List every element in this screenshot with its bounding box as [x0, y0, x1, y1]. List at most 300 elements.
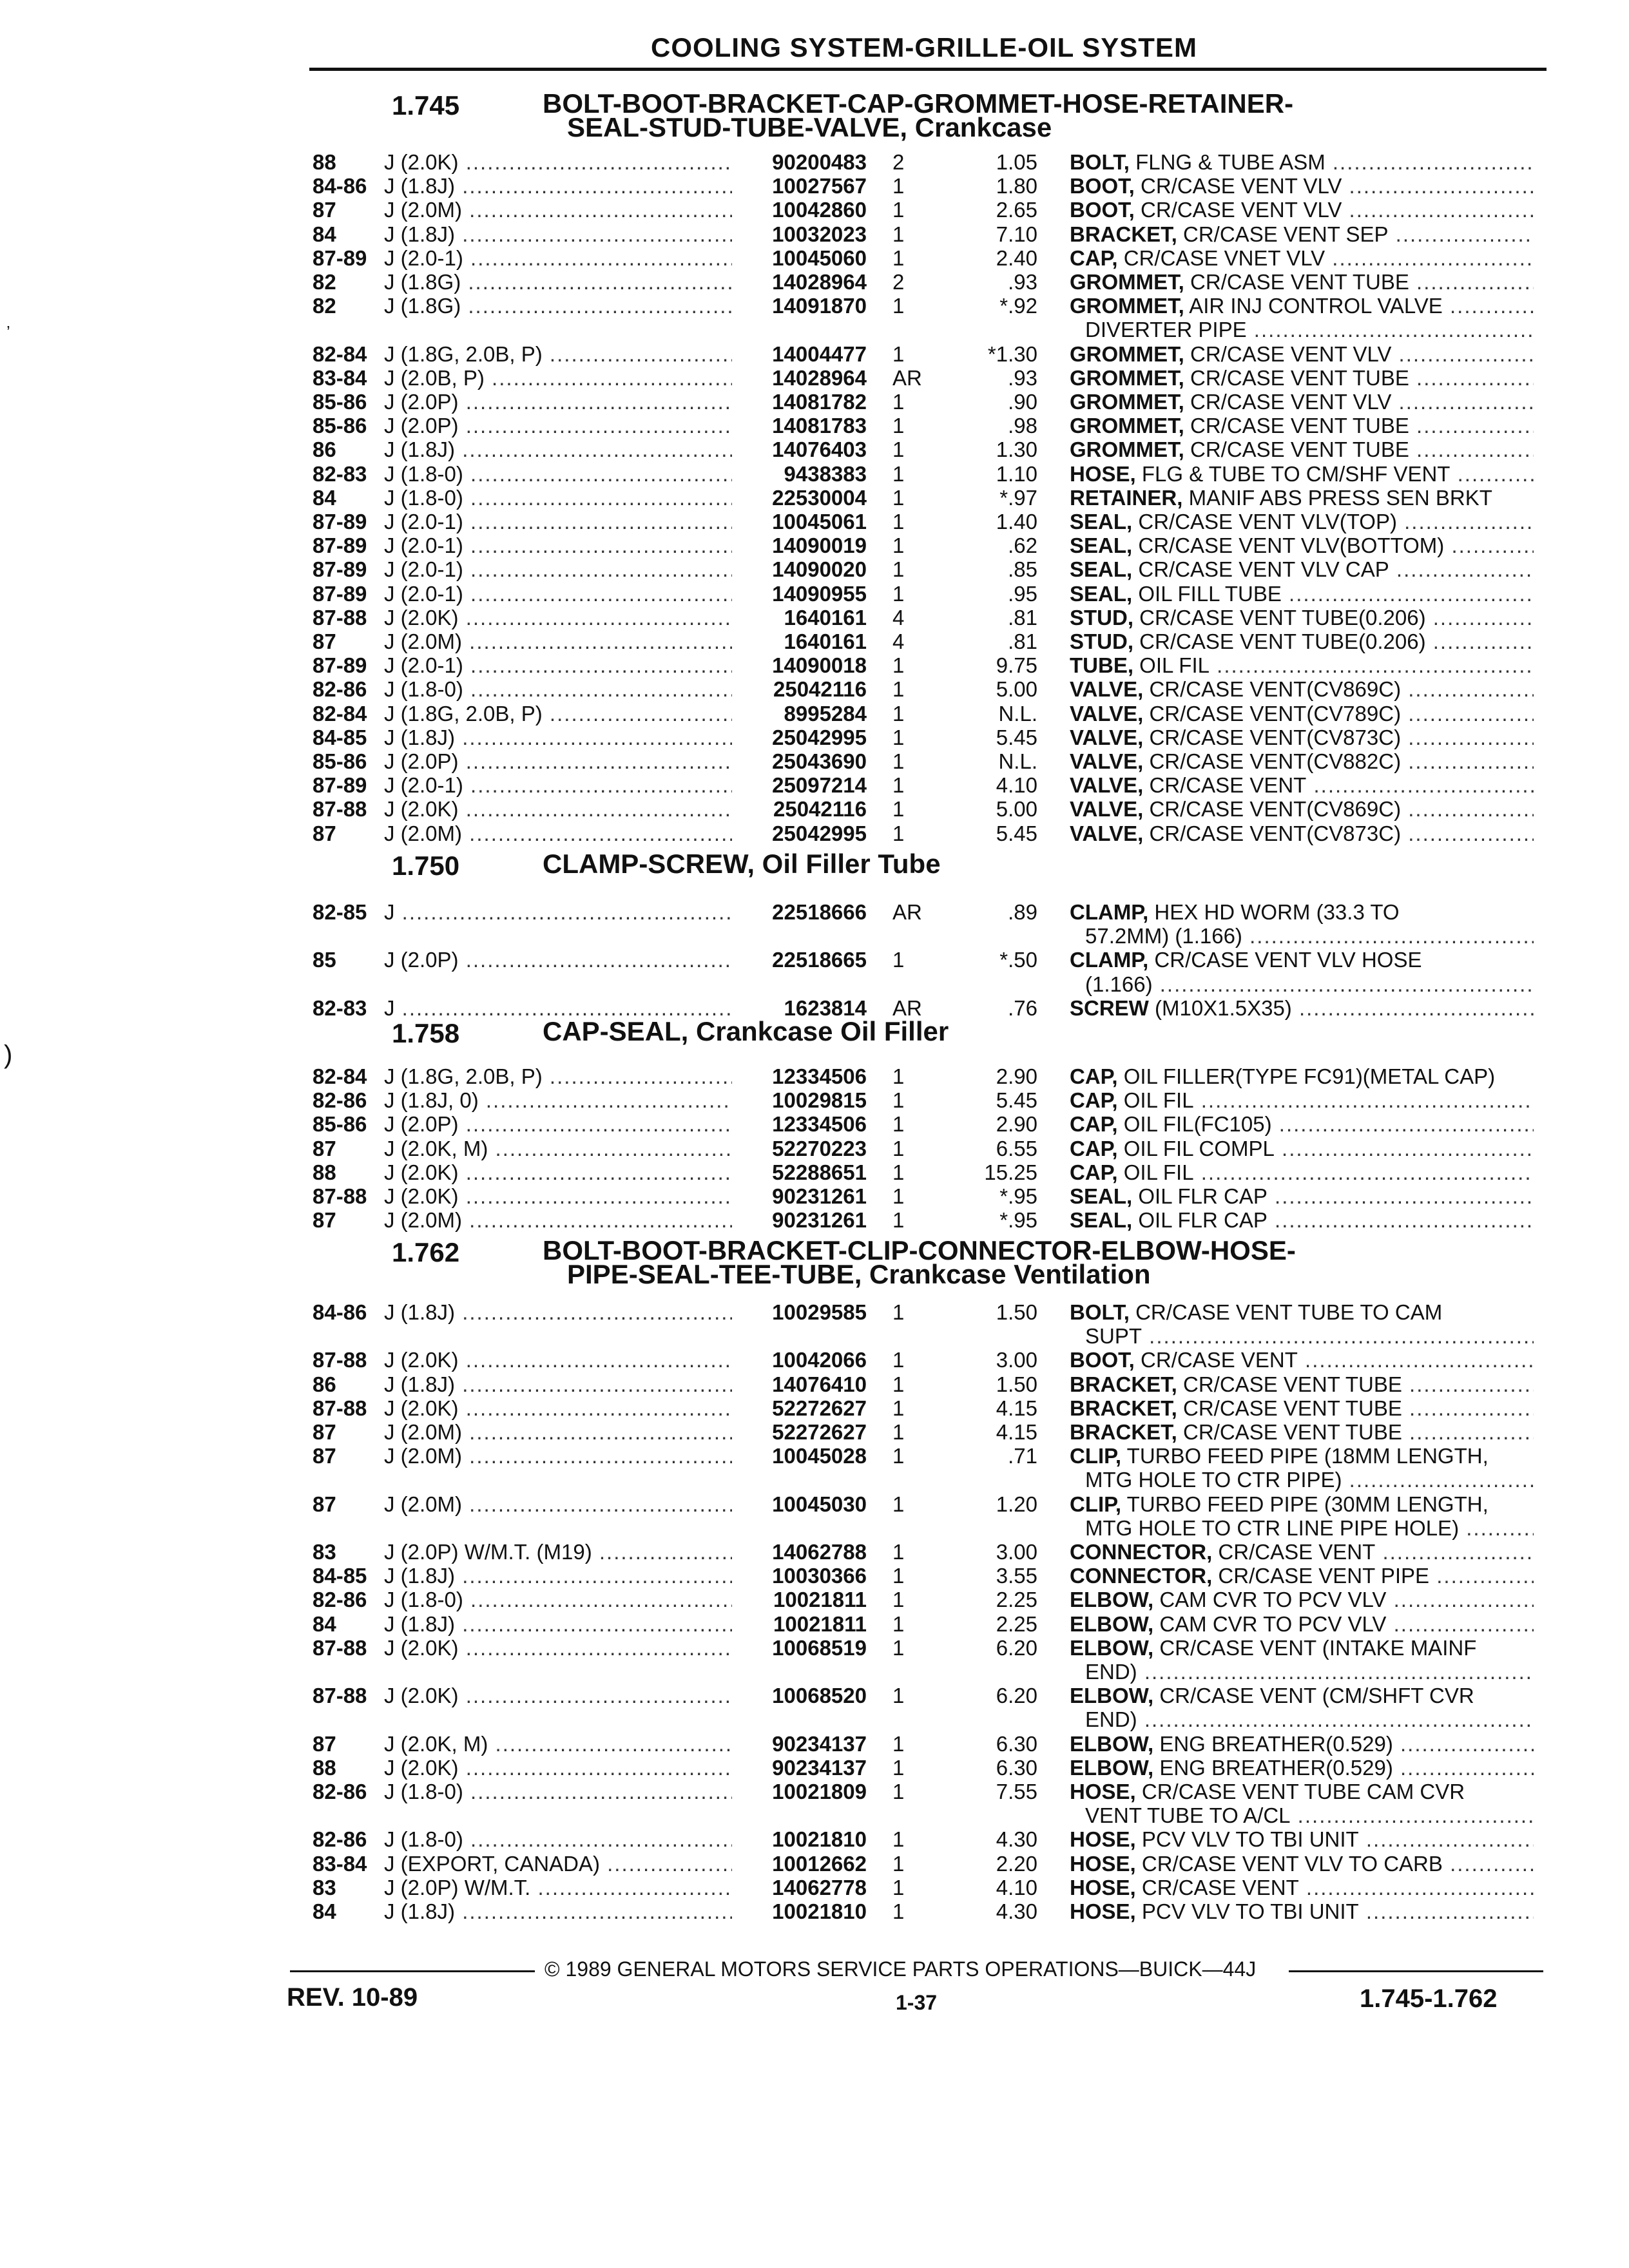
quantity: 1	[892, 414, 905, 438]
part-row	[0, 1184, 1629, 1209]
model-year: 84	[313, 1899, 336, 1923]
description	[1070, 150, 1534, 175]
application: J (2.0K) .....	[384, 1684, 732, 1708]
description	[1070, 1564, 1534, 1588]
section-number: 1.750	[392, 850, 460, 881]
price: 5.45	[996, 821, 1037, 845]
part-name: STUD,	[1070, 605, 1133, 629]
model-year: 82-84	[313, 1064, 367, 1088]
application: J (2.0K) .....	[384, 1396, 732, 1421]
description	[1070, 198, 1534, 222]
price: 6.30	[996, 1731, 1037, 1756]
application: J (1.8G) .....	[384, 270, 732, 294]
part-row	[0, 342, 1629, 367]
model-year: 87	[313, 1731, 336, 1756]
part-name: ELBOW,	[1070, 1684, 1154, 1708]
description	[1070, 1208, 1534, 1233]
part-name: BOLT,	[1070, 150, 1130, 174]
price: *.50	[999, 948, 1037, 972]
quantity: 1	[892, 1348, 905, 1372]
price: .81	[1008, 605, 1037, 629]
model-year: 87-88	[313, 605, 367, 629]
part-number: 14091870	[772, 294, 867, 318]
price: 5.45	[996, 725, 1037, 749]
part-name: BOLT,	[1070, 1300, 1130, 1324]
model-year: 87	[313, 198, 336, 222]
part-number: 14081783	[772, 414, 867, 438]
part-description: OIL FLR CAP	[1138, 1208, 1268, 1233]
quantity: 1	[892, 1112, 905, 1137]
part-description: CR/CASE VENT TUBE	[1183, 1420, 1402, 1444]
description	[1070, 797, 1534, 822]
price: 7.55	[996, 1780, 1037, 1803]
section-number: 1.745	[392, 90, 460, 120]
section-title: CAP-SEAL, Crankcase Oil Filler	[543, 1016, 949, 1046]
part-description: FLG & TUBE TO CM/SHF VENT	[1141, 461, 1451, 486]
price: .93	[1008, 270, 1037, 294]
part-name: HOSE,	[1070, 1851, 1136, 1876]
description	[1070, 342, 1534, 367]
price: 1.05	[996, 150, 1037, 174]
application: J (1.8G, 2.0B, P) .....	[384, 702, 732, 726]
price: 7.10	[996, 222, 1037, 246]
part-row	[0, 702, 1629, 726]
part-number: 10030366	[772, 1564, 867, 1588]
quantity: 1	[892, 1731, 905, 1756]
part-number: 10029815	[772, 1088, 867, 1113]
quantity: 4	[892, 605, 905, 629]
quantity: 1	[892, 1444, 905, 1468]
part-row	[0, 1444, 1629, 1468]
part-row	[0, 773, 1629, 798]
part-name: ELBOW,	[1070, 1731, 1154, 1756]
description	[1070, 1780, 1534, 1804]
quantity: 1	[892, 1899, 905, 1923]
quantity: 1	[892, 1540, 905, 1564]
description	[1070, 270, 1534, 294]
part-row	[0, 1208, 1629, 1233]
model-year: 82-86	[313, 1088, 367, 1113]
part-name: GROMMET,	[1070, 294, 1184, 318]
part-name: VALVE,	[1070, 773, 1144, 798]
section-title: CLAMP-SCREW, Oil Filler Tube	[543, 849, 941, 879]
page-title: COOLING SYSTEM-GRILLE-OIL SYSTEM	[651, 32, 1197, 62]
model-year: 82-84	[313, 341, 367, 366]
part-name: RETAINER,	[1070, 485, 1183, 510]
quantity: 1	[892, 1184, 905, 1208]
part-description: CR/CASE VENT TUBE	[1190, 270, 1409, 294]
description	[1070, 653, 1534, 678]
description	[1070, 533, 1534, 558]
part-name: CLAMP,	[1070, 948, 1149, 972]
price: 4.15	[996, 1420, 1037, 1444]
footer-revision: REV. 10-89	[287, 1983, 418, 2012]
price: .81	[1008, 629, 1037, 653]
part-number: 10045060	[772, 245, 867, 270]
part-row	[0, 653, 1629, 678]
model-year: 83	[313, 1540, 336, 1564]
model-year: 87	[313, 1444, 336, 1468]
description	[1070, 246, 1534, 271]
part-number: 10021809	[772, 1780, 867, 1803]
part-row-continued	[0, 1468, 1629, 1492]
part-number: 10032023	[772, 222, 867, 246]
model-year: 84	[313, 1611, 336, 1636]
quantity: 1	[892, 557, 905, 582]
price: *.95	[999, 1184, 1037, 1208]
part-description: CR/CASE VENT VLV	[1141, 198, 1342, 222]
price: 5.00	[996, 677, 1037, 702]
part-name: CONNECTOR,	[1070, 1540, 1213, 1564]
quantity: 1	[892, 174, 905, 198]
price: *1.30	[987, 341, 1037, 366]
price: 4.15	[996, 1396, 1037, 1420]
price: *.97	[999, 485, 1037, 510]
part-number: 10042860	[772, 198, 867, 222]
part-name: CAP,	[1070, 1064, 1118, 1088]
part-name: CONNECTOR,	[1070, 1564, 1213, 1588]
quantity: 1	[892, 294, 905, 318]
part-description: AIR INJ CONTROL VALVE	[1189, 294, 1443, 318]
model-year: 87-89	[313, 773, 367, 798]
description	[1070, 606, 1534, 630]
application: J (2.0-1) .....	[384, 582, 732, 606]
price: 6.20	[996, 1635, 1037, 1660]
price: N.L.	[998, 701, 1037, 726]
part-number: 14090019	[772, 533, 867, 558]
price: 3.00	[996, 1540, 1037, 1564]
model-year: 82-83	[313, 461, 367, 486]
application: J (1.8J) .....	[384, 437, 732, 462]
quantity: 1	[892, 390, 905, 414]
part-row-continued	[0, 1707, 1629, 1732]
part-name: SEAL,	[1070, 581, 1133, 606]
quantity: 1	[892, 461, 905, 486]
part-row	[0, 1137, 1629, 1161]
part-description: MANIF ABS PRESS SEN BRKT	[1188, 485, 1492, 510]
part-name: SEAL,	[1070, 1184, 1133, 1208]
quantity: AR	[892, 995, 922, 1020]
part-description: HEX HD WORM (33.3 TO	[1154, 900, 1400, 924]
part-number: 25097214	[772, 773, 867, 798]
part-row	[0, 294, 1629, 318]
part-name: GROMMET,	[1070, 365, 1184, 390]
part-description: OIL FIL(FC105)	[1123, 1112, 1272, 1137]
quantity: 1	[892, 1300, 905, 1324]
application: J (2.0B, P) .....	[384, 366, 732, 390]
part-name: CAP,	[1070, 1136, 1118, 1160]
description	[1070, 900, 1534, 925]
part-row	[0, 1300, 1629, 1325]
quantity: 1	[892, 948, 905, 972]
price: 6.30	[996, 1755, 1037, 1780]
part-number: 22518665	[772, 948, 867, 972]
part-description: OIL FLR CAP	[1138, 1184, 1268, 1208]
quantity: 1	[892, 1564, 905, 1588]
part-number: 9438383	[784, 461, 867, 486]
application: J (1.8-0) .....	[384, 677, 732, 702]
application: J (2.0M) .....	[384, 629, 732, 654]
model-year: 84	[313, 485, 336, 510]
price: 5.45	[996, 1088, 1037, 1113]
description	[1070, 1396, 1534, 1421]
description	[1070, 366, 1534, 390]
part-name: VALVE,	[1070, 701, 1144, 726]
model-year: 87-88	[313, 1684, 367, 1708]
part-row	[0, 414, 1629, 438]
description	[1070, 1160, 1534, 1185]
part-description: OIL FIL	[1139, 653, 1210, 678]
quantity: 1	[892, 245, 905, 270]
model-year: 87	[313, 629, 336, 653]
price: 6.55	[996, 1136, 1037, 1160]
description-continued: SUPT .....	[1085, 1324, 1534, 1349]
application: J (2.0K) .....	[384, 1184, 732, 1209]
part-number: 90234137	[772, 1755, 867, 1780]
part-name: BRACKET,	[1070, 1372, 1177, 1396]
section-title: SEAL-STUD-TUBE-VALVE, Crankcase	[567, 112, 1052, 142]
model-year: 82-83	[313, 995, 367, 1020]
part-row-continued	[0, 318, 1629, 342]
part-name: BRACKET,	[1070, 222, 1177, 246]
quantity: 1	[892, 701, 905, 726]
application: J (1.8G) .....	[384, 294, 732, 318]
part-number: 10042066	[772, 1348, 867, 1372]
description	[1070, 437, 1534, 462]
application: J (1.8-0) .....	[384, 1827, 732, 1852]
part-number: 14028964	[772, 365, 867, 390]
quantity: AR	[892, 365, 922, 390]
quantity: 1	[892, 1611, 905, 1636]
quantity: 1	[892, 797, 905, 822]
model-year: 82	[313, 270, 336, 294]
section-title: BOLT-BOOT-BRACKET-CAP-GROMMET-HOSE-RETAINER-	[543, 88, 1294, 119]
model-year: 87	[313, 1208, 336, 1233]
quantity: 1	[892, 1088, 905, 1113]
part-row	[0, 533, 1629, 558]
part-description: ENG BREATHER(0.529)	[1159, 1755, 1393, 1780]
part-name: TUBE,	[1070, 653, 1133, 678]
model-year: 88	[313, 1160, 336, 1184]
part-row	[0, 198, 1629, 222]
description-continued: END) .....	[1085, 1660, 1534, 1684]
section-title: BOLT-BOOT-BRACKET-CLIP-CONNECTOR-ELBOW-HOSE-	[543, 1235, 1296, 1265]
application: J (1.8J) .....	[384, 222, 732, 247]
part-description: CR/CASE VENT VLV	[1190, 390, 1392, 414]
part-name: CAP,	[1070, 1088, 1118, 1113]
description	[1070, 1348, 1534, 1372]
part-name: ELBOW,	[1070, 1755, 1154, 1780]
part-description: CR/CASE VENT TUBE(0.206)	[1139, 605, 1426, 629]
quantity: 1	[892, 1208, 905, 1233]
price: .90	[1008, 390, 1037, 414]
part-row	[0, 1732, 1629, 1756]
description-continued: END) .....	[1085, 1707, 1534, 1732]
application: J (2.0K) .....	[384, 1348, 732, 1372]
model-year: 82-86	[313, 677, 367, 702]
price: 9.75	[996, 653, 1037, 678]
description	[1070, 996, 1534, 1021]
price: 3.55	[996, 1564, 1037, 1588]
price: .93	[1008, 365, 1037, 390]
application: J (1.8G, 2.0B, P) .....	[384, 342, 732, 367]
part-number: 90200483	[772, 150, 867, 174]
quantity: 1	[892, 1635, 905, 1660]
part-row	[0, 1827, 1629, 1852]
description	[1070, 948, 1534, 972]
part-row	[0, 1396, 1629, 1421]
description	[1070, 510, 1534, 534]
part-name: BOOT,	[1070, 198, 1135, 222]
price: 4.10	[996, 773, 1037, 798]
part-description: CR/CASE VENT TUBE TO CAM	[1135, 1300, 1443, 1324]
application: J .....	[384, 900, 732, 925]
quantity: 1	[892, 1588, 905, 1612]
part-number: 14076410	[772, 1372, 867, 1396]
part-row	[0, 462, 1629, 486]
quantity: 1	[892, 341, 905, 366]
part-description: CR/CASE VENT TUBE	[1190, 437, 1409, 462]
model-year: 88	[313, 150, 336, 174]
model-year: 86	[313, 437, 336, 462]
model-year: 85-86	[313, 390, 367, 414]
description	[1070, 486, 1534, 510]
section-title: PIPE-SEAL-TEE-TUBE, Crankcase Ventilation	[567, 1259, 1151, 1289]
part-description: CR/CASE VENT VLV TO CARB	[1141, 1851, 1443, 1876]
part-description: CR/CASE VENT SEP	[1183, 222, 1389, 246]
part-number: 10021811	[773, 1588, 867, 1612]
part-row	[0, 1588, 1629, 1612]
part-description: CR/CASE VENT(CV789C)	[1149, 701, 1402, 726]
quantity: 1	[892, 653, 905, 678]
part-row	[0, 510, 1629, 534]
quantity: 1	[892, 1851, 905, 1876]
section-number: 1.758	[392, 1018, 460, 1048]
part-description: OIL FIL COMPL	[1123, 1136, 1275, 1160]
model-year: 82-86	[313, 1780, 367, 1803]
application: J (2.0M) .....	[384, 822, 732, 846]
application: J (1.8J) .....	[384, 174, 732, 198]
description	[1070, 749, 1534, 774]
description	[1070, 1612, 1534, 1637]
description	[1070, 1064, 1534, 1089]
part-description: CR/CASE VENT (CM/SHFT CVR	[1159, 1684, 1474, 1708]
part-row	[0, 1876, 1629, 1900]
description	[1070, 1137, 1534, 1161]
footer-rule	[290, 1970, 535, 1972]
model-year: 87-88	[313, 797, 367, 822]
model-year: 87	[313, 1492, 336, 1516]
part-row	[0, 606, 1629, 630]
application: J (1.8J) .....	[384, 726, 732, 750]
part-number: 10021810	[772, 1827, 867, 1852]
part-row	[0, 1160, 1629, 1185]
part-description: CR/CASE VENT	[1218, 1540, 1376, 1564]
part-number: 1623814	[784, 995, 867, 1020]
part-description: PCV VLV TO TBI UNIT	[1141, 1899, 1359, 1923]
description	[1070, 174, 1534, 198]
model-year: 84	[313, 222, 336, 246]
description	[1070, 1492, 1534, 1517]
part-row	[0, 222, 1629, 247]
part-row	[0, 1088, 1629, 1113]
description	[1070, 629, 1534, 654]
part-row	[0, 1636, 1629, 1660]
part-name: SEAL,	[1070, 510, 1133, 533]
part-number: 10027567	[772, 174, 867, 198]
quantity: 1	[892, 1755, 905, 1780]
price: 15.25	[984, 1160, 1037, 1184]
part-row	[0, 150, 1629, 175]
model-year: 82-86	[313, 1588, 367, 1612]
part-row	[0, 1540, 1629, 1564]
part-name: HOSE,	[1070, 461, 1136, 486]
part-description: CR/CASE VENT(CV882C)	[1149, 749, 1402, 773]
application: J (1.8-0) .....	[384, 486, 732, 510]
model-year: 86	[313, 1372, 336, 1396]
quantity: 1	[892, 198, 905, 222]
application: J (1.8J) .....	[384, 1372, 732, 1397]
part-number: 25042995	[772, 821, 867, 845]
price: .89	[1008, 900, 1037, 924]
price: 1.50	[996, 1372, 1037, 1396]
quantity: 1	[892, 821, 905, 845]
application: J (2.0P) .....	[384, 414, 732, 438]
part-description: CR/CASE VENT(CV869C)	[1149, 677, 1402, 702]
part-description: CR/CASE VENT	[1149, 773, 1307, 798]
quantity: 1	[892, 1396, 905, 1420]
part-row	[0, 1852, 1629, 1876]
description	[1070, 822, 1534, 846]
part-number: 14081782	[772, 390, 867, 414]
footer-copyright: © 1989 GENERAL MOTORS SERVICE PARTS OPERATIONS—BUICK—44J	[545, 1957, 1257, 1981]
model-year: 85	[313, 948, 336, 972]
quantity: 1	[892, 1420, 905, 1444]
quantity: 1	[892, 1875, 905, 1899]
application: J .....	[384, 996, 732, 1021]
part-number: 90231261	[772, 1184, 867, 1208]
part-row	[0, 246, 1629, 271]
part-number: 14028964	[772, 270, 867, 294]
description-continued: MTG HOLE TO CTR PIPE) .....	[1085, 1468, 1534, 1492]
part-number: 14062788	[772, 1540, 867, 1564]
description	[1070, 1899, 1534, 1924]
footer-section-range: 1.745-1.762	[1360, 1984, 1498, 2013]
part-number: 52288651	[772, 1160, 867, 1184]
part-row	[0, 677, 1629, 702]
part-number: 10021810	[772, 1899, 867, 1923]
part-name: CAP,	[1070, 245, 1118, 270]
part-description: CR/CASE VENT VLV(TOP)	[1138, 510, 1397, 533]
part-row	[0, 797, 1629, 822]
part-name: CLIP,	[1070, 1444, 1122, 1468]
part-description: CR/CASE VENT PIPE	[1218, 1564, 1430, 1588]
part-row	[0, 174, 1629, 198]
price: .85	[1008, 557, 1037, 582]
description	[1070, 1684, 1534, 1708]
header-rule	[309, 68, 1547, 71]
application: J (1.8G, 2.0B, P) .....	[384, 1064, 732, 1089]
application: J (1.8J) .....	[384, 1564, 732, 1588]
part-number: 14090018	[772, 653, 867, 678]
price: 2.20	[996, 1851, 1037, 1876]
model-year: 87-88	[313, 1184, 367, 1208]
model-year: 84-86	[313, 174, 367, 198]
description	[1070, 582, 1534, 606]
description-continued: (1.166) .....	[1085, 972, 1534, 997]
description	[1070, 1852, 1534, 1876]
part-number: 14062778	[772, 1875, 867, 1899]
